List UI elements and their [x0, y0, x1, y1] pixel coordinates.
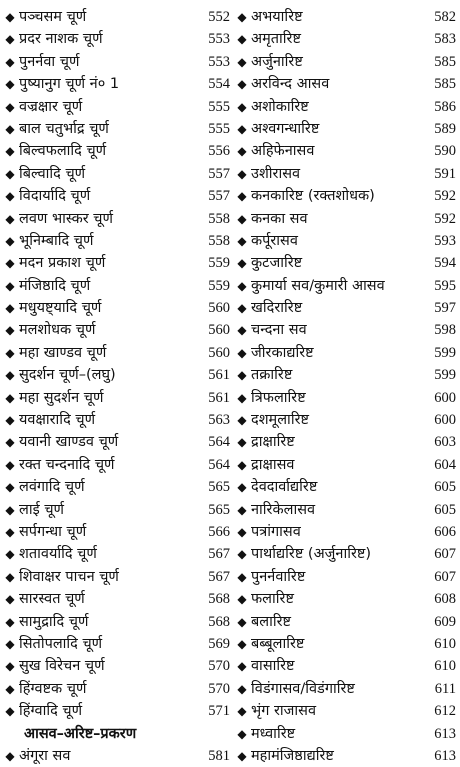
entry-page-number: 559: [208, 277, 230, 294]
index-entry: [236, 163, 456, 185]
index-entry: [4, 208, 230, 230]
diamond-bullet-icon: ◆: [237, 748, 247, 763]
entry-page-number: 597: [434, 300, 456, 317]
entry-name: अहिफेनासव: [251, 143, 315, 160]
entry-name: फलारिष्ट: [251, 591, 294, 608]
index-entry: [236, 118, 456, 140]
entry-name: कुमार्या सव/कुमारी आसव: [251, 277, 385, 294]
entry-page-number: 591: [434, 165, 456, 182]
diamond-bullet-icon: ◆: [237, 569, 247, 584]
entry-page-number: 571: [208, 703, 230, 720]
entry-name: अभयारिष्ट: [251, 9, 303, 25]
diamond-bullet-icon: ◆: [5, 636, 15, 651]
diamond-bullet-icon: ◆: [237, 323, 247, 338]
index-entry: [236, 745, 456, 767]
entry-page-number: 570: [208, 680, 230, 697]
index-entry: [4, 342, 230, 364]
diamond-bullet-icon: ◆: [237, 368, 247, 383]
entry-page-number: 599: [434, 367, 456, 384]
diamond-bullet-icon: ◆: [5, 211, 15, 226]
entry-page-number: 600: [434, 412, 456, 429]
entry-name: तक्रारिष्ट: [251, 367, 293, 384]
diamond-bullet-icon: ◆: [5, 614, 15, 629]
entry-page-number: 559: [208, 255, 230, 272]
index-entry: [4, 140, 230, 162]
diamond-bullet-icon: ◆: [5, 435, 15, 450]
index-entry: [4, 499, 230, 521]
entry-name: महा खाण्डव चूर्ण: [19, 344, 107, 361]
section-heading-row: [4, 723, 230, 745]
entry-name: अरविन्द आसव: [251, 76, 330, 93]
entry-name: अंगूरा सव: [19, 747, 71, 764]
entry-page-number: 590: [434, 143, 456, 160]
index-entry: [236, 655, 456, 677]
diamond-bullet-icon: ◆: [5, 390, 15, 405]
diamond-bullet-icon: ◆: [5, 748, 15, 763]
diamond-bullet-icon: ◆: [237, 659, 247, 674]
entry-page-number: 556: [208, 143, 230, 160]
entry-page-number: 557: [208, 165, 230, 182]
entry-name: मध्वारिष्ट: [251, 725, 296, 742]
entry-page-number: 553: [208, 53, 230, 70]
entry-page-number: 600: [434, 389, 456, 406]
right-entry-list: [236, 6, 456, 767]
entry-name: बाल चतुर्भाद्र चूर्ण: [19, 120, 109, 137]
index-entry: [4, 387, 230, 409]
entry-name: महा सुदर्शन चूर्ण: [19, 389, 104, 406]
entry-name: बब्बूलारिष्ट: [251, 635, 305, 652]
index-entry: [236, 28, 456, 50]
entry-name: कनका सव: [251, 210, 308, 227]
diamond-bullet-icon: ◆: [5, 99, 15, 114]
diamond-bullet-icon: ◆: [5, 233, 15, 248]
diamond-bullet-icon: ◆: [5, 10, 15, 24]
index-entry: [236, 208, 456, 230]
index-entry: [4, 566, 230, 588]
index-entry: [236, 96, 456, 118]
entry-name: पञ्चसम चूर्ण: [19, 9, 87, 25]
entry-page-number: 610: [434, 658, 456, 675]
entry-page-number: 581: [208, 747, 230, 764]
entry-page-number: 592: [434, 188, 456, 205]
entry-page-number: 568: [208, 591, 230, 608]
entry-page-number: 561: [208, 389, 230, 406]
entry-name: कुटजारिष्ट: [251, 255, 303, 272]
diamond-bullet-icon: ◆: [5, 413, 15, 428]
diamond-bullet-icon: ◆: [5, 524, 15, 539]
diamond-bullet-icon: ◆: [5, 368, 15, 383]
diamond-bullet-icon: ◆: [237, 480, 247, 495]
entry-page-number: 560: [208, 322, 230, 339]
entry-name: हिंग्वादि चूर्ण: [19, 703, 83, 720]
index-entry: [236, 409, 456, 431]
left-after-heading-list: [4, 745, 230, 767]
index-entry: [4, 588, 230, 610]
index-entry: [4, 73, 230, 95]
entry-page-number: 555: [208, 120, 230, 137]
diamond-bullet-icon: ◆: [237, 457, 247, 472]
entry-page-number: 605: [434, 479, 456, 496]
diamond-bullet-icon: ◆: [5, 54, 15, 69]
index-entry: [4, 745, 230, 767]
index-entry: [4, 700, 230, 722]
entry-name: प्रदर नाशक चूर्ण: [19, 31, 103, 48]
diamond-bullet-icon: ◆: [237, 390, 247, 405]
index-entry: [4, 118, 230, 140]
section-heading: आसव–अरिष्ट–प्रकरण: [24, 725, 137, 742]
diamond-bullet-icon: ◆: [5, 502, 15, 517]
entry-page-number: 569: [208, 635, 230, 652]
diamond-bullet-icon: ◆: [237, 435, 247, 450]
entry-page-number: 554: [208, 76, 230, 93]
entry-page-number: 567: [208, 568, 230, 585]
index-entry: [236, 476, 456, 498]
entry-name: भूनिम्बादि चूर्ण: [19, 232, 94, 249]
entry-name: बलारिष्ट: [251, 613, 292, 630]
entry-name: सुदर्शन चूर्ण–(लघु): [19, 367, 116, 384]
diamond-bullet-icon: ◆: [237, 704, 247, 719]
entry-name: त्रिफलारिष्ट: [251, 389, 306, 406]
diamond-bullet-icon: ◆: [237, 121, 247, 136]
entry-page-number: 593: [434, 232, 456, 249]
index-entry: [236, 431, 456, 453]
index-entry: [236, 387, 456, 409]
entry-page-number: 613: [434, 725, 456, 742]
entry-name: सुख विरेचन चूर्ण: [19, 658, 105, 675]
entry-page-number: 592: [434, 210, 456, 227]
entry-page-number: 611: [434, 680, 456, 697]
diamond-bullet-icon: ◆: [237, 301, 247, 316]
index-entry: [236, 700, 456, 722]
diamond-bullet-icon: ◆: [5, 323, 15, 338]
entry-name: बिल्वादि चूर्ण: [19, 165, 86, 182]
diamond-bullet-icon: ◆: [5, 144, 15, 159]
index-entry: [236, 252, 456, 274]
entry-name: देवदार्वाद्यरिष्ट: [251, 479, 318, 496]
index-entry: [4, 476, 230, 498]
entry-name: अशोकारिष्ट: [251, 98, 309, 115]
entry-name: पुनर्नवा चूर्ण: [19, 53, 80, 70]
diamond-bullet-icon: ◆: [5, 480, 15, 495]
entry-name: लवंगादि चूर्ण: [19, 479, 85, 496]
diamond-bullet-icon: ◆: [237, 547, 247, 562]
diamond-bullet-icon: ◆: [237, 256, 247, 271]
diamond-bullet-icon: ◆: [5, 32, 15, 47]
entry-name: विदार्यादि चूर्ण: [19, 188, 91, 205]
diamond-bullet-icon: ◆: [5, 121, 15, 136]
diamond-bullet-icon: ◆: [5, 547, 15, 562]
entry-name: शतावर्यादि चूर्ण: [19, 546, 97, 563]
index-entry: [236, 230, 456, 252]
entry-name: हिंग्वष्टक चूर्ण: [19, 680, 87, 697]
diamond-bullet-icon: ◆: [237, 10, 247, 24]
entry-name: पार्थाद्यरिष्ट (अर्जुनारिष्ट): [251, 546, 372, 563]
index-entry: [236, 678, 456, 700]
diamond-bullet-icon: ◆: [5, 704, 15, 719]
index-entry: [236, 611, 456, 633]
index-entry: [4, 655, 230, 677]
entry-page-number: 558: [208, 232, 230, 249]
entry-page-number: 585: [434, 53, 456, 70]
entry-name: अर्जुनारिष्ट: [251, 53, 303, 70]
entry-page-number: 603: [434, 434, 456, 451]
entry-page-number: 560: [208, 344, 230, 361]
entry-name: मदन प्रकाश चूर्ण: [19, 255, 106, 272]
entry-page-number: 585: [434, 76, 456, 93]
index-entry: [236, 51, 456, 73]
index-entry: [4, 633, 230, 655]
entry-page-number: 553: [208, 31, 230, 48]
entry-page-number: 598: [434, 322, 456, 339]
index-entry: [4, 297, 230, 319]
entry-page-number: 563: [208, 412, 230, 429]
entry-page-number: 605: [434, 501, 456, 518]
index-entry: [236, 566, 456, 588]
index-entry: [4, 28, 230, 50]
diamond-bullet-icon: ◆: [237, 278, 247, 293]
index-entry: [4, 431, 230, 453]
diamond-bullet-icon: ◆: [237, 166, 247, 181]
entry-name: भृंग राजासव: [251, 703, 317, 720]
diamond-bullet-icon: ◆: [237, 413, 247, 428]
index-entry: [236, 633, 456, 655]
entry-page-number: 561: [208, 367, 230, 384]
entry-name: उशीरासव: [251, 165, 301, 182]
index-entry: [236, 185, 456, 207]
left-column: [4, 6, 230, 767]
entry-page-number: 566: [208, 523, 230, 540]
left-entry-list: [4, 6, 230, 723]
index-entry: [236, 499, 456, 521]
entry-name: शिवाक्षर पाचन चूर्ण: [19, 568, 119, 585]
entry-name: अमृतारिष्ट: [251, 31, 301, 48]
entry-page-number: 607: [434, 568, 456, 585]
entry-page-number: 594: [434, 255, 456, 272]
entry-name: सर्पगन्धा चूर्ण: [19, 523, 87, 540]
entry-name: द्राक्षारिष्ट: [251, 434, 295, 451]
index-entry: [4, 252, 230, 274]
entry-name: पुष्यानुग चूर्ण नं० 1: [19, 76, 120, 93]
entry-page-number: 564: [208, 456, 230, 473]
index-entry: [4, 364, 230, 386]
index-entry: [236, 543, 456, 565]
diamond-bullet-icon: ◆: [5, 592, 15, 607]
entry-page-number: 595: [434, 277, 456, 294]
entry-page-number: 568: [208, 613, 230, 630]
entry-page-number: 583: [434, 31, 456, 48]
diamond-bullet-icon: ◆: [237, 99, 247, 114]
entry-page-number: 570: [208, 658, 230, 675]
entry-name: कनकारिष्ट (रक्तशोधक): [251, 188, 375, 205]
entry-page-number: 555: [208, 98, 230, 115]
index-entry: [236, 319, 456, 341]
entry-name: यवक्षारादि चूर्ण: [19, 412, 96, 429]
entry-page-number: 608: [434, 591, 456, 608]
diamond-bullet-icon: ◆: [237, 636, 247, 651]
entry-page-number: 613: [434, 747, 456, 764]
entry-name: विडंगासव/विडंगारिष्ट: [251, 680, 355, 697]
diamond-bullet-icon: ◆: [5, 301, 15, 316]
diamond-bullet-icon: ◆: [237, 144, 247, 159]
index-entry: [4, 678, 230, 700]
index-entry: [236, 723, 456, 745]
diamond-bullet-icon: ◆: [5, 457, 15, 472]
entry-name: पुनर्नवारिष्ट: [251, 568, 306, 585]
diamond-bullet-icon: ◆: [237, 524, 247, 539]
entry-name: वासारिष्ट: [251, 658, 295, 675]
diamond-bullet-icon: ◆: [5, 189, 15, 204]
entry-name: पत्रांगासव: [251, 523, 301, 540]
entry-name: बिल्वफलादि चूर्ण: [19, 143, 107, 160]
entry-name: सितोपलादि चूर्ण: [19, 635, 103, 652]
entry-page-number: 560: [208, 300, 230, 317]
entry-name: कर्पूरासव: [251, 232, 298, 249]
diamond-bullet-icon: ◆: [237, 502, 247, 517]
index-entry: [236, 275, 456, 297]
diamond-bullet-icon: ◆: [237, 614, 247, 629]
entry-name: अश्वगन्धारिष्ट: [251, 120, 320, 137]
entry-name: दशमूलारिष्ट: [251, 412, 309, 429]
entry-name: मंजिष्ठादि चूर्ण: [19, 277, 91, 294]
diamond-bullet-icon: ◆: [5, 77, 15, 92]
index-entry: [4, 185, 230, 207]
index-entry: [4, 51, 230, 73]
index-entry: [4, 275, 230, 297]
entry-name: खदिरारिष्ट: [251, 300, 303, 317]
index-entry: [236, 297, 456, 319]
index-entry: [4, 454, 230, 476]
index-entry: [236, 364, 456, 386]
index-entry: [4, 521, 230, 543]
entry-name: नारिकेलासव: [251, 501, 316, 518]
entry-page-number: 586: [434, 98, 456, 115]
entry-name: मलशोधक चूर्ण: [19, 322, 96, 339]
diamond-bullet-icon: ◆: [237, 77, 247, 92]
index-entry: [4, 611, 230, 633]
entry-page-number: 589: [434, 120, 456, 137]
diamond-bullet-icon: ◆: [5, 166, 15, 181]
index-entry: [4, 543, 230, 565]
entry-page-number: 612: [434, 703, 456, 720]
entry-name: मधुयष्ट्यादि चूर्ण: [19, 300, 102, 317]
right-column: [236, 6, 456, 767]
entry-page-number: 565: [208, 479, 230, 496]
diamond-bullet-icon: ◆: [5, 278, 15, 293]
index-entry: [4, 96, 230, 118]
entry-name: जीरकाद्यरिष्ट: [251, 344, 314, 361]
index-entry: [236, 6, 456, 28]
entry-page-number: 607: [434, 546, 456, 563]
entry-page-number: 565: [208, 501, 230, 518]
diamond-bullet-icon: ◆: [237, 726, 247, 741]
index-entry: [4, 163, 230, 185]
entry-name: लाई चूर्ण: [19, 501, 65, 518]
index-entry: [236, 454, 456, 476]
entry-page-number: 567: [208, 546, 230, 563]
diamond-bullet-icon: ◆: [5, 256, 15, 271]
entry-name: लवण भास्कर चूर्ण: [19, 210, 113, 227]
entry-name: द्राक्षासव: [251, 456, 295, 473]
index-entry: [236, 73, 456, 95]
index-entry: [4, 6, 230, 28]
entry-name: यवानी खाण्डव चूर्ण: [19, 434, 119, 451]
diamond-bullet-icon: ◆: [237, 233, 247, 248]
diamond-bullet-icon: ◆: [237, 592, 247, 607]
entry-name: महामंजिष्ठाद्यरिष्ट: [251, 747, 334, 764]
index-entry: [4, 230, 230, 252]
entry-name: रक्त चन्दनादि चूर्ण: [19, 456, 115, 473]
entry-name: वज्रक्षार चूर्ण: [19, 98, 83, 115]
diamond-bullet-icon: ◆: [237, 345, 247, 360]
index-entry: [236, 342, 456, 364]
index-entry: [236, 140, 456, 162]
diamond-bullet-icon: ◆: [5, 659, 15, 674]
index-entry: [4, 319, 230, 341]
entry-page-number: 558: [208, 210, 230, 227]
entry-page-number: 609: [434, 613, 456, 630]
diamond-bullet-icon: ◆: [5, 345, 15, 360]
entry-page-number: 604: [434, 456, 456, 473]
diamond-bullet-icon: ◆: [237, 54, 247, 69]
entry-page-number: 610: [434, 635, 456, 652]
entry-name: सामुद्रादि चूर्ण: [19, 613, 89, 630]
entry-page-number: 582: [434, 9, 456, 25]
diamond-bullet-icon: ◆: [237, 211, 247, 226]
index-entry: [4, 409, 230, 431]
diamond-bullet-icon: ◆: [237, 189, 247, 204]
entry-page-number: 564: [208, 434, 230, 451]
entry-name: चन्दना सव: [251, 322, 307, 339]
entry-page-number: 606: [434, 523, 456, 540]
index-entry: [236, 588, 456, 610]
entry-page-number: 552: [208, 9, 230, 25]
entry-name: सारस्वत चूर्ण: [19, 591, 85, 608]
diamond-bullet-icon: ◆: [237, 681, 247, 696]
diamond-bullet-icon: ◆: [237, 32, 247, 47]
diamond-bullet-icon: ◆: [5, 569, 15, 584]
entry-page-number: 599: [434, 344, 456, 361]
diamond-bullet-icon: ◆: [5, 681, 15, 696]
index-entry: [236, 521, 456, 543]
entry-page-number: 557: [208, 188, 230, 205]
